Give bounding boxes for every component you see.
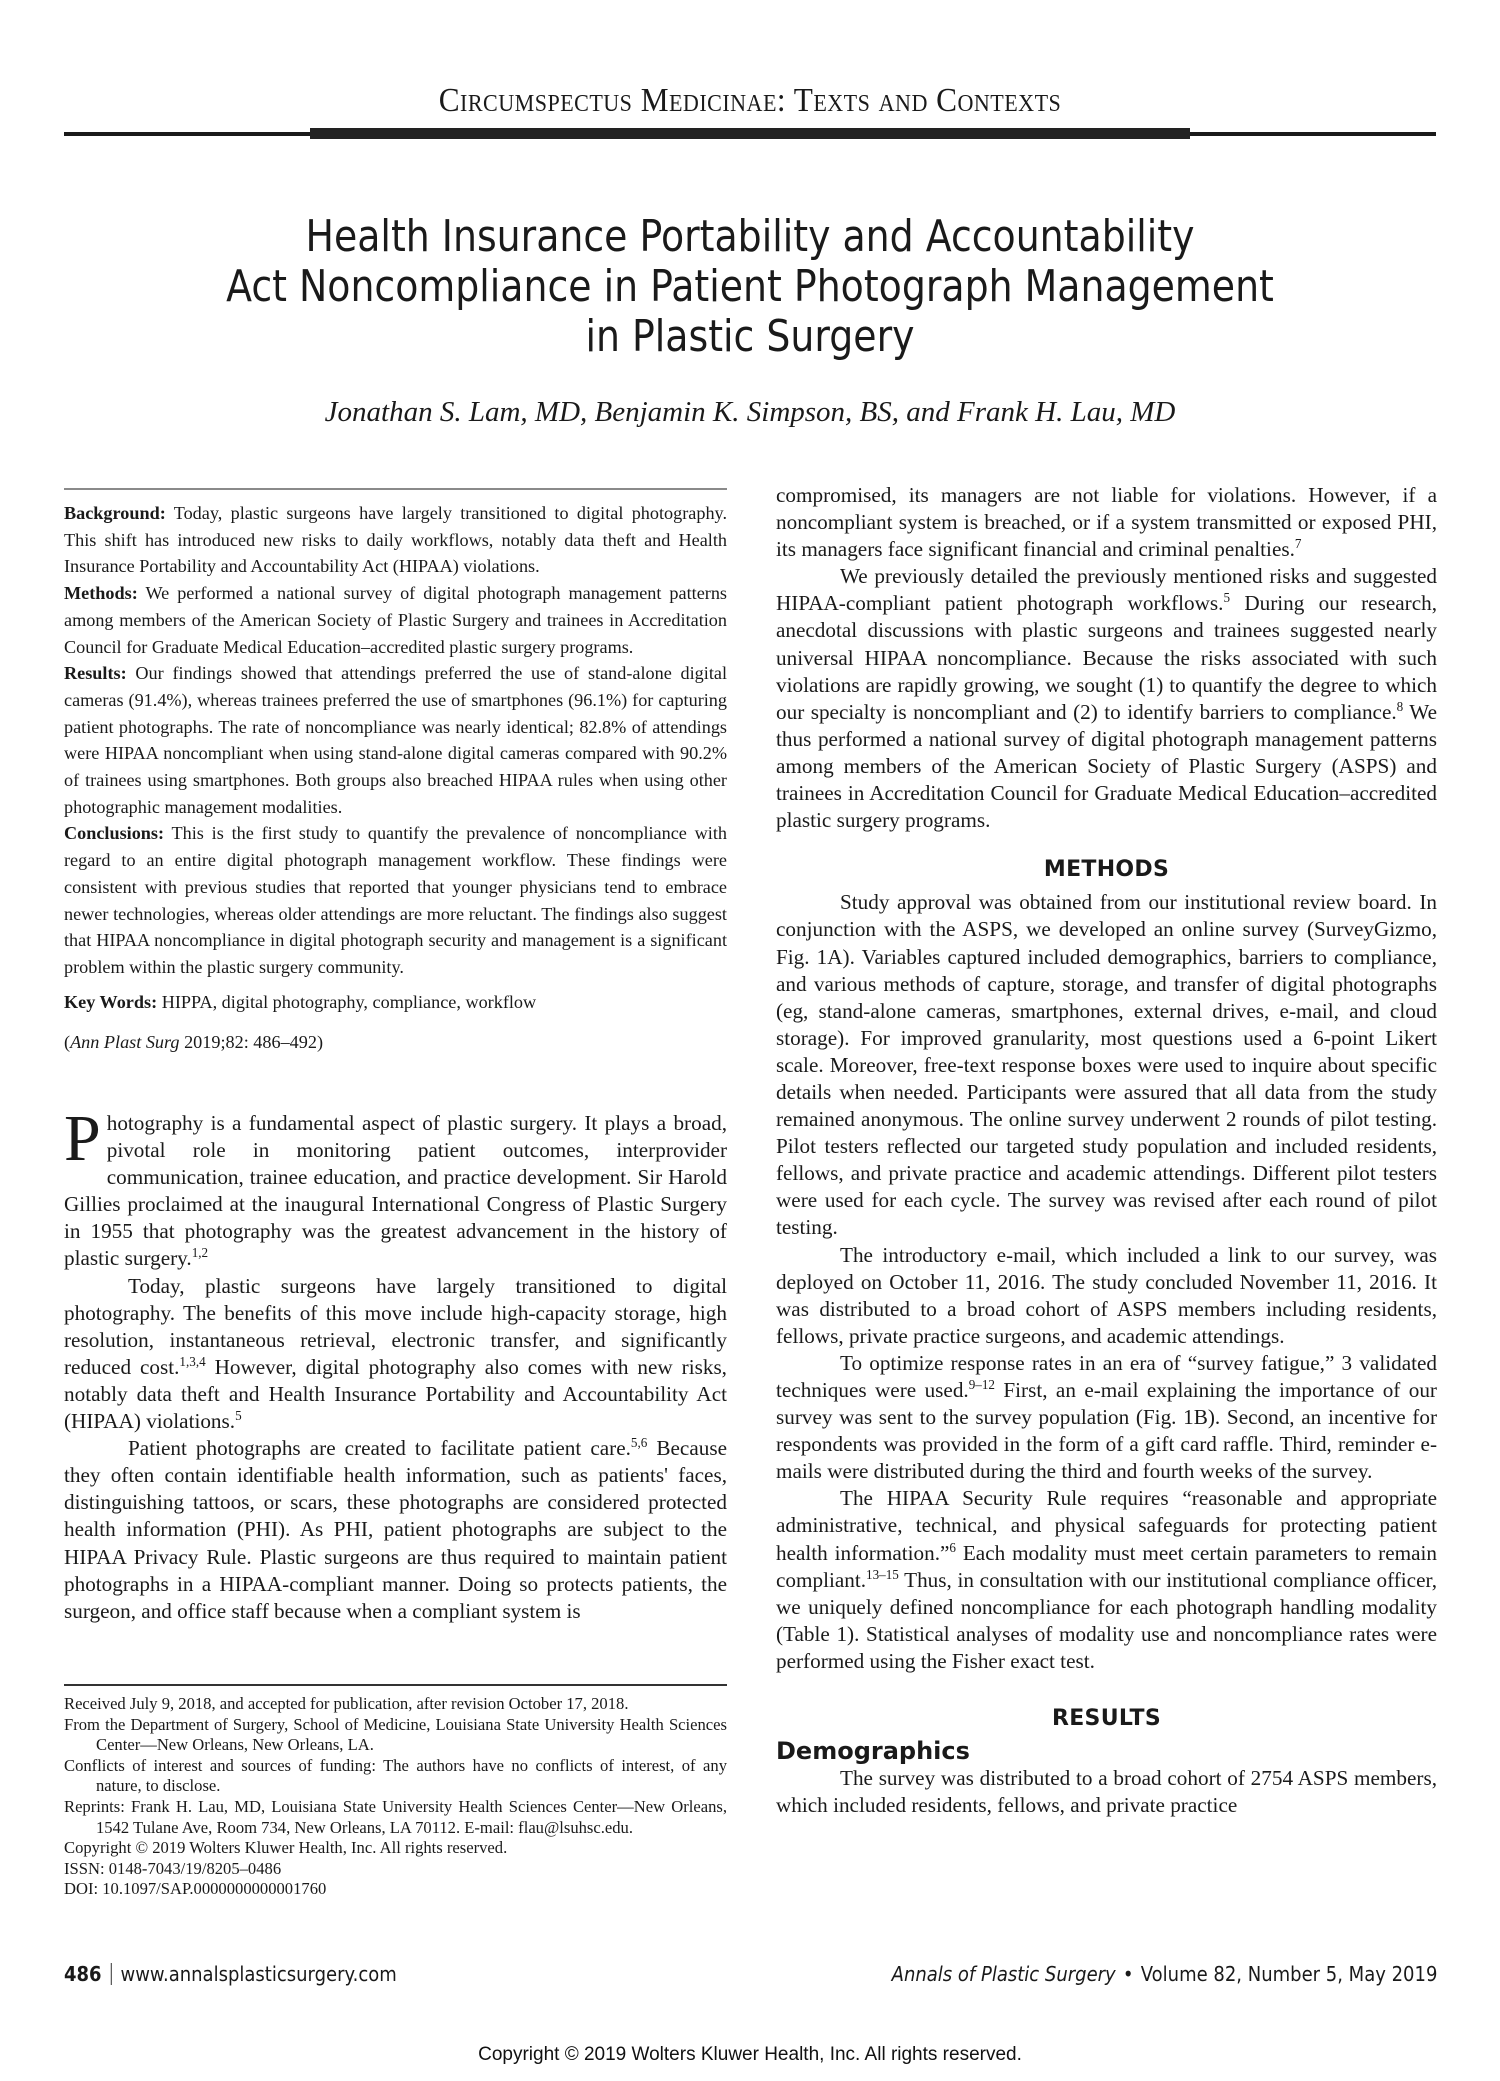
paragraph-text: To optimize response rates in an era of “survey fatigue,” 3 validated techniques were used. — [776, 1350, 1437, 1402]
running-head: Circumspectus Medicinae: Texts and Contexts — [438, 82, 1062, 119]
page-footer-right — [891, 1962, 1437, 1986]
paragraph-text: Today, plastic surgeons have largely transitioned to digital photography. The benefits of this move include high-capacity storage, high resolution, instantaneous retrieval, electronic transfer, and significantly reduced cost. — [64, 1273, 727, 1379]
paragraph-text: Thus, in consultation with our institutional compliance officer, we uniquely defined noncompliance for each photograph handling modality (Table 1). Statistical analyses of modality use and noncompliance rates were performed using the Fisher exact test. — [776, 1567, 1437, 1673]
reference-superscript: 13–15 — [866, 1566, 899, 1582]
reference-superscript: 6 — [949, 1539, 956, 1555]
footnote-reprints: Reprints: Frank H. Lau, MD, Louisiana State University Health Sciences Center—New Orleans, 1542 Tulane Ave, Room 734, New Orleans, LA 70112. E-mail: flau@lsuhsc.edu. — [64, 1796, 727, 1837]
paragraph-text: Each modality must meet certain parameters to remain compliant. — [776, 1540, 1437, 1592]
citation-details: 2019;82: 486–492) — [179, 1032, 324, 1053]
keywords-text: HIPPA, digital photography, compliance, workflow — [161, 991, 537, 1012]
reference-superscript: 1,3,4 — [179, 1353, 206, 1369]
paragraph-text: We previously detailed the previously mentioned risks and suggested HIPAA-compliant patient photograph workflows. — [776, 564, 1437, 616]
abstract-background — [64, 500, 727, 580]
paragraph-text: Because they often contain identifiable health information, such as patients' faces, distinguishing tattoos, or scars, these photographs are considered protected health information (PHI). As PHI, patient photographs are subject to the HIPAA Privacy Rule. Plastic surgeons are thus required to maintain patient photographs in a HIPAA-compliant manner. Doing so protects patients, the surgeon, and office staff because when a compliant system is — [64, 1436, 727, 1623]
intro-left-column — [64, 1102, 727, 1625]
body-paragraph: The introductory e-mail, which included a link to our survey, was deployed on October 11, 2016. The study concluded November 11, 2016. It was distributed to a broad cohort of ASPS members including residents, fellows, private practice surgeons, and academic attendings. — [776, 1242, 1437, 1348]
header-rule-thick — [310, 128, 1190, 139]
reference-superscript: 5,6 — [630, 1434, 648, 1450]
citation-paren: ( — [64, 1032, 71, 1053]
journal-name: Annals of Plastic Surgery — [891, 1962, 1116, 1986]
reference-superscript: 8 — [1396, 698, 1404, 714]
paragraph-text: We thus performed a national survey of digital photograph management patterns among members of the American Society of Plastic Surgery (ASPS) and trainees in Accreditation Council for Graduate Medical Education–accredited plastic surgery programs. — [776, 699, 1438, 833]
footer-separator — [111, 1963, 112, 1985]
author-list: Jonathan S. Lam, MD, Benjamin K. Simpson, BS, and Frank H. Lau, MD — [324, 396, 1176, 428]
right-column — [776, 482, 1437, 1819]
title-line: Health Insurance Portability and Accountability — [305, 211, 1195, 262]
body-paragraph: The survey was distributed to a broad cohort of 2754 ASPS members, which included residents, fellows, and private practice — [776, 1766, 1437, 1818]
abstract-text: Today, plastic surgeons have largely transitioned to digital photography. This shift has introduced new risks to daily workflows, notably data theft and Health Insurance Portability and Accountability Act (HIPAA) violations. — [64, 503, 727, 577]
keywords-label: Key Words: — [64, 991, 158, 1012]
footnote-issn: ISSN: 0148-7043/19/8205–0486 — [64, 1858, 282, 1878]
abstract-label: Background: — [64, 503, 166, 523]
bullet-separator: • — [1122, 1962, 1134, 1986]
footnote-conflicts: Conflicts of interest and sources of funding: The authors have no conflicts of interest, of any nature, to disclose. — [64, 1755, 727, 1796]
abstract-text: We performed a national survey of digital photograph management patterns among members of the American Society of Plastic Surgery and trainees in Accreditation Council for Graduate Medical Education–accredited plastic surgery programs. — [64, 583, 728, 657]
abstract-text: This is the first study to quantify the prevalence of noncompliance with regard to an entire digital photograph management workflow. These findings were consistent with previous studies that reported that younger physicians tend to embrace newer technologies, whereas older attendings are more reluctant. The findings also suggest that HIPAA noncompliance in digital photograph security and management is a significant problem within the plastic surgery community. — [64, 823, 727, 977]
issue-info: Volume 82, Number 5, May 2019 — [1140, 1962, 1437, 1986]
paragraph-text: However, digital photography also comes with new risks, notably data theft and Health Insurance Portability and Accountability Act (HIPAA) violations. — [64, 1354, 727, 1434]
body-paragraph — [776, 482, 1437, 563]
abstract-label: Methods: — [64, 583, 138, 604]
reference-superscript: 7 — [1294, 536, 1302, 552]
abstract-rule — [64, 488, 727, 490]
abstract — [64, 500, 727, 1056]
footnote-received: Received July 9, 2018, and accepted for publication, after revision October 17, 2018. — [64, 1694, 629, 1713]
body-paragraph — [64, 1273, 727, 1436]
drop-cap: P — [64, 1102, 101, 1175]
reference-superscript: 5 — [1223, 590, 1231, 606]
journal-website-link[interactable]: www.annalsplasticsurgery.com — [120, 1962, 397, 1986]
abstract-methods — [64, 580, 727, 660]
paragraph-text: First, an e-mail explaining the importance of our survey was sent to the survey population (Fig. 1B). Second, an incentive for respondents was provided in the form of a gift card raffle. Third, reminder e-mails were distributed during the third and fourth weeks of the survey. — [776, 1378, 1437, 1484]
footnote-affiliation: From the Department of Surgery, School of Medicine, Louisiana State University Health Sciences Center—New Orleans, New Orleans, LA. — [64, 1714, 727, 1755]
body-paragraph: Study approval was obtained from our institutional review board. In conjunction with the ASPS, we developed an online survey (SurveyGizmo, Fig. 1A). Variables captured included demographics, barriers to compliance, and various methods of capture, storage, and transfer of digital photographs (eg, stand-alone cameras, smartphones, external drives, e-mail, and cloud storage). For improved granularity, most questions used a 6-point Likert scale. Moreover, free-text response boxes were used to inquire about specific details when needed. Participants were assured that all data from the study remained anonymous. The online survey underwent 2 rounds of pilot testing. Pilot testers reflected our targeted study population and included residents, fellows, and private practice and academic attendings. Different pilot testers were used for each cycle. The survey was revised after each round of pilot testing. — [776, 890, 1437, 1240]
body-paragraph — [776, 563, 1437, 834]
title-line: in Plastic Surgery — [585, 311, 915, 362]
title-line: Act Noncompliance in Patient Photograph Management — [226, 261, 1274, 312]
citation-journal: Ann Plast Surg — [70, 1032, 180, 1053]
abstract-results — [64, 660, 727, 820]
section-heading-methods: METHODS — [1043, 857, 1170, 883]
paragraph-text: During our research, anecdotal discussions with plastic surgeons and trainees suggested nearly universal HIPAA noncompliance. Because the risks associated with such violations are rapidly growing, we sought (1) to quantify the degree to which our specialty is noncompliant and (2) to identify barriers to compliance. — [776, 591, 1437, 724]
body-paragraph — [64, 1102, 727, 1273]
reference-superscript: 9–12 — [968, 1376, 995, 1392]
body-paragraph — [776, 1485, 1437, 1675]
section-heading-results: RESULTS — [1051, 1706, 1161, 1732]
abstract-label: Results: — [64, 663, 127, 684]
article-title — [105, 212, 1395, 362]
footnote-doi: DOI: 10.1097/SAP.0000000000001760 — [64, 1879, 327, 1899]
paragraph-text: compromised, its managers are not liable for violations. However, if a noncompliant system is breached, or if a system transmitted or exposed PHI, its managers face significant financial and criminal penalties. — [776, 483, 1437, 562]
reference-superscript: 5 — [235, 1407, 242, 1423]
abstract-text: Our findings showed that attendings preferred the use of stand-alone digital cameras (91.4%), whereas trainees preferred the use of smartphones (96.1%) for capturing patient photographs. The rate of noncompliance was nearly identical; 82.8% of attendings were HIPAA noncompliant when using stand-alone digital cameras compared with 90.2% of trainees using smartphones. Both groups also breached HIPAA rules when using other photographic management modalities. — [64, 663, 728, 817]
reference-superscript: 1,2 — [191, 1245, 209, 1261]
copyright-notice: Copyright © 2019 Wolters Kluwer Health, Inc. All rights reserved. — [478, 2044, 1022, 2065]
paragraph-text: Patient photographs are created to facilitate patient care. — [128, 1436, 631, 1461]
abstract-conclusions — [64, 820, 727, 980]
body-paragraph — [776, 1350, 1437, 1485]
body-paragraph — [64, 1435, 727, 1625]
article-footnotes — [64, 1694, 727, 1900]
footnote-rule — [64, 1684, 727, 1686]
paragraph-text: hotography is a fundamental aspect of plastic surgery. It plays a broad, pivotal role in monitoring patient outcomes, interprovider communication, trainee education, and practice development. Sir Harold Gillies proclaimed at the inaugural International Congress of Plastic Surgery in 1955 that photography was the greatest advancement in the history of plastic surgery. — [64, 1111, 727, 1271]
keywords — [64, 989, 727, 1016]
page-footer-left — [64, 1962, 397, 1986]
abstract-label: Conclusions: — [64, 823, 165, 844]
citation — [64, 1029, 727, 1056]
page-number: 486 — [64, 1962, 102, 1986]
footnote-copyright: Copyright © 2019 Wolters Kluwer Health, Inc. All rights reserved. — [64, 1838, 508, 1858]
subsection-heading-demographics: Demographics — [776, 1737, 970, 1766]
paragraph-text: The HIPAA Security Rule requires “reasonable and appropriate administrative, technical, and physical safeguards for protecting patient health information.” — [776, 1486, 1437, 1565]
